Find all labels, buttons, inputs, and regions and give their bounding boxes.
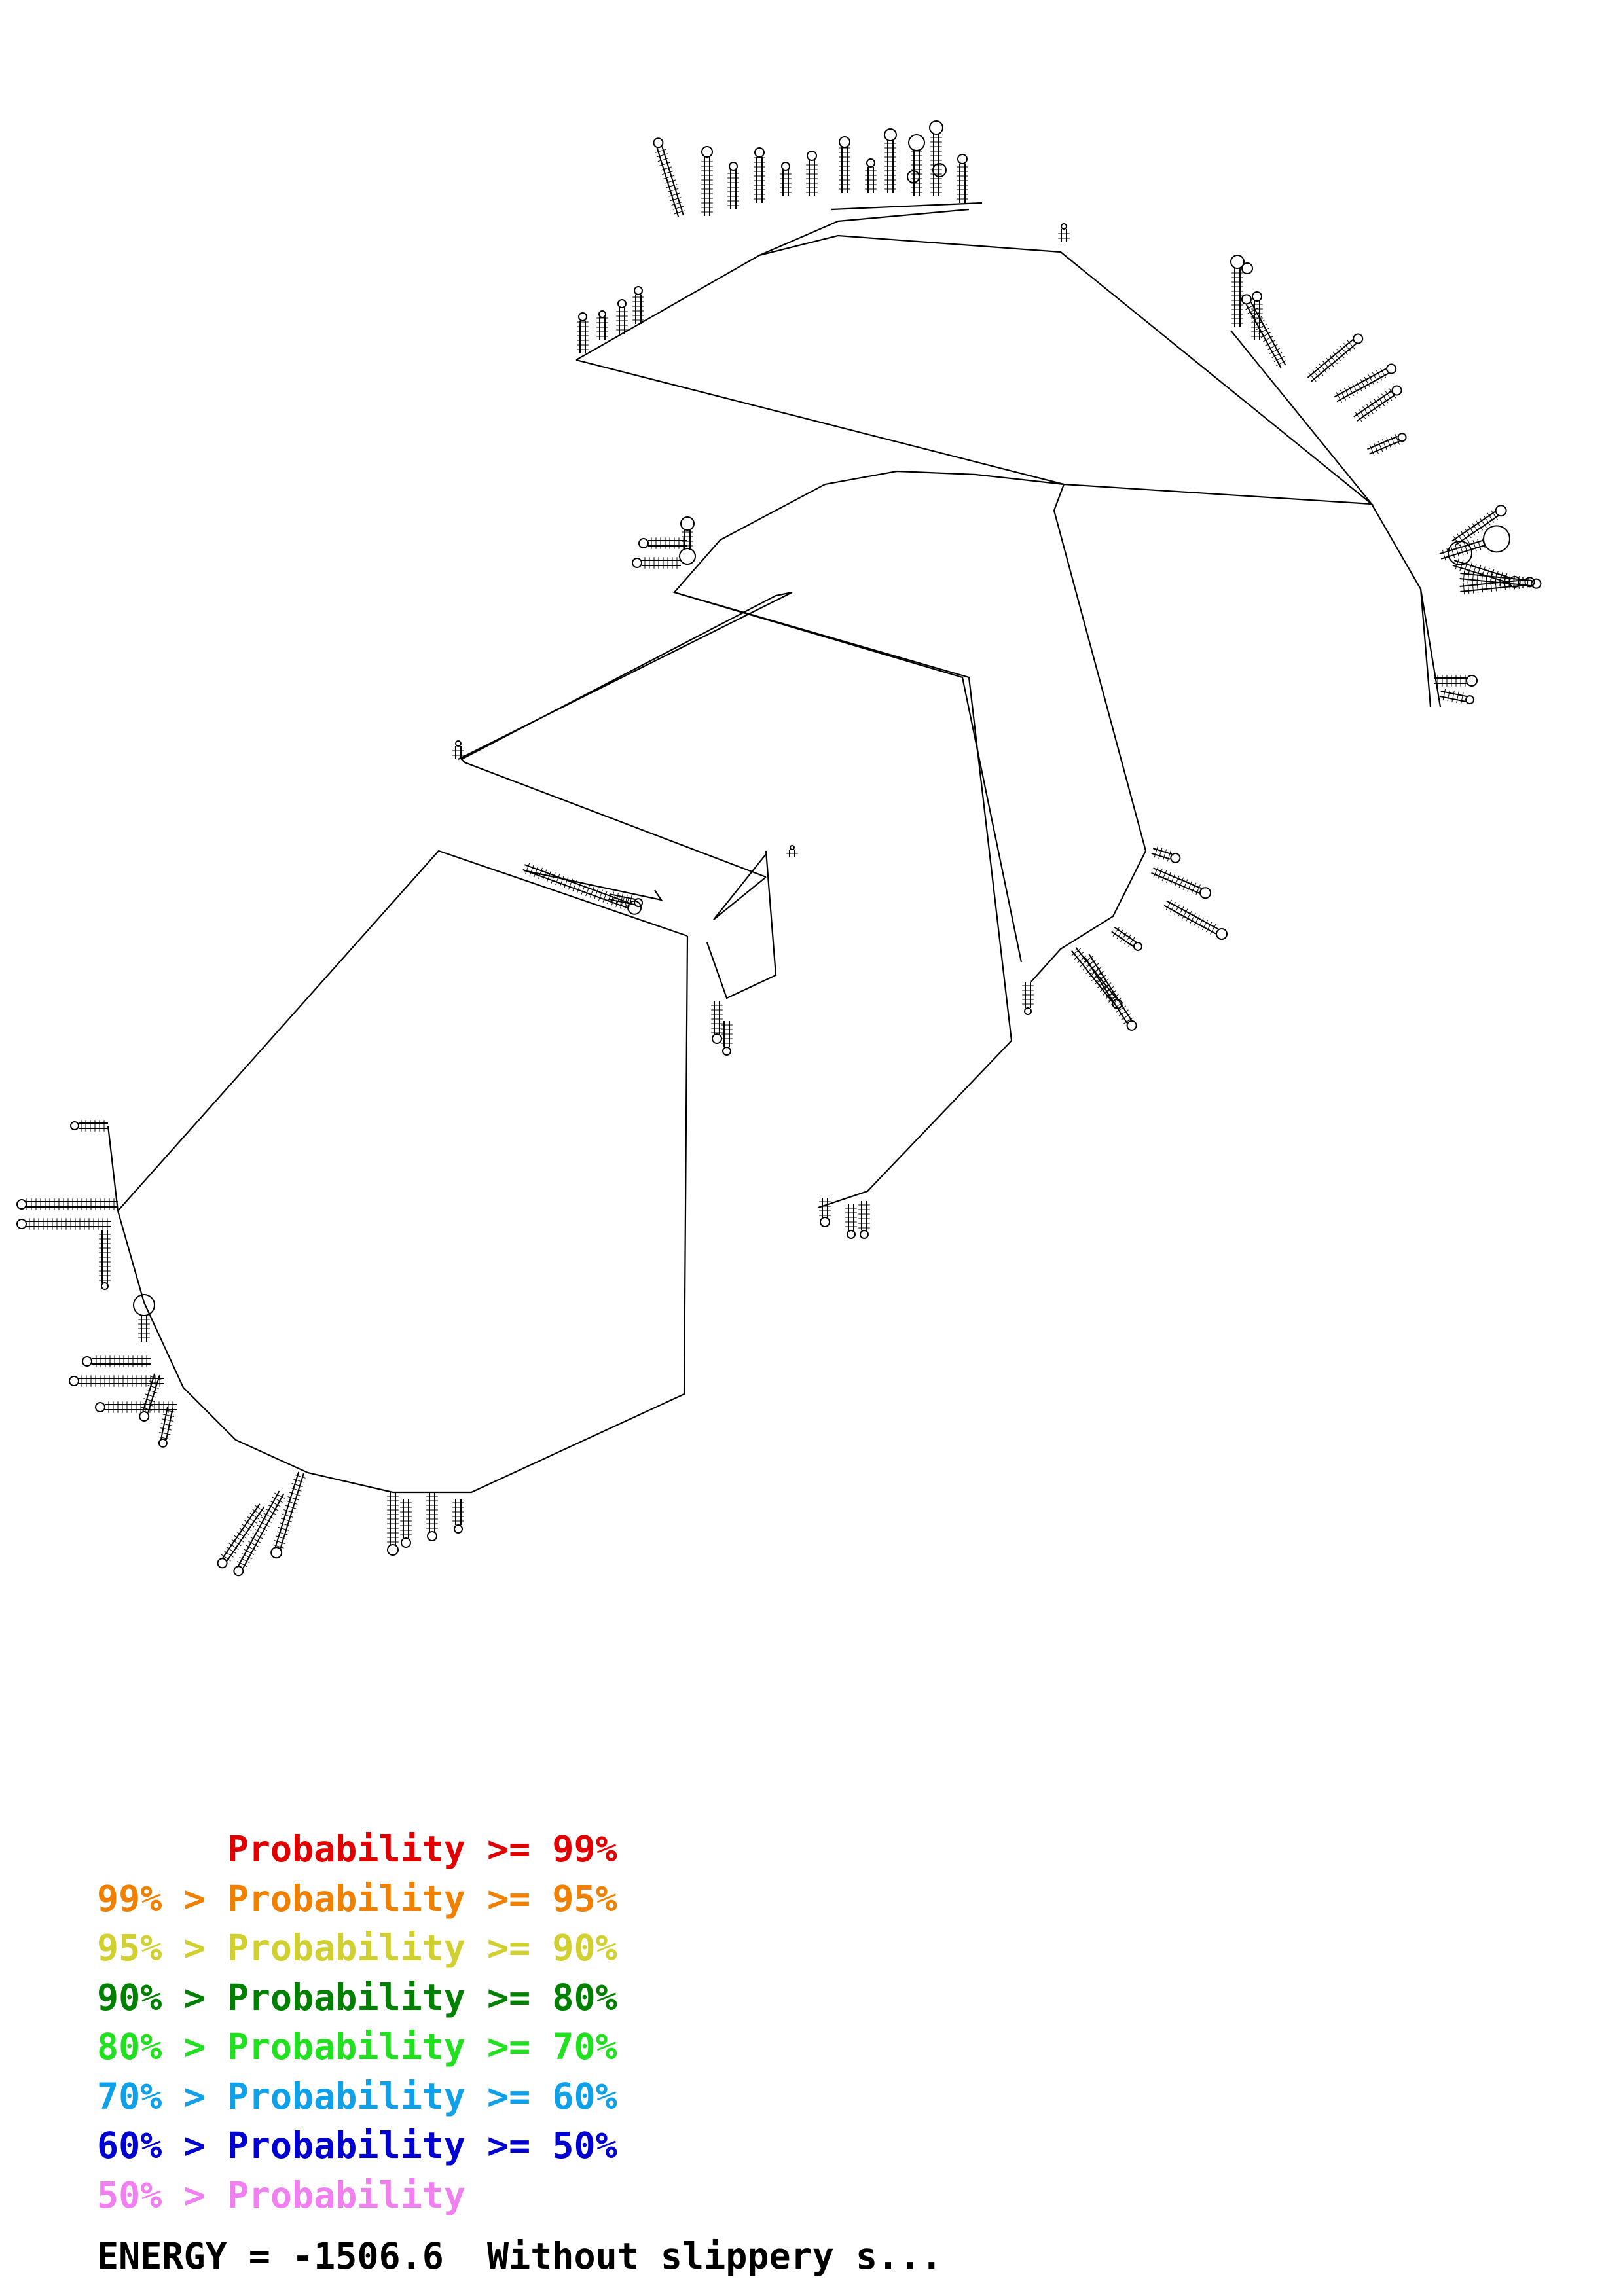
rna-stem-loops: [17, 121, 1541, 1575]
legend-row-label: Probability >= 80%: [227, 1976, 617, 2018]
stem-loop: [711, 1001, 723, 1043]
stem-loop: [957, 154, 968, 203]
stem-loop: [99, 1230, 111, 1289]
stem-loop: [786, 846, 798, 857]
backbone-segment: [707, 851, 776, 998]
stem-loop: [653, 138, 685, 217]
legend-row-prefix: 80% >: [97, 2026, 227, 2068]
legend-row-prefix: [97, 1828, 227, 1870]
legend-row-prefix: 95% >: [97, 1927, 227, 1969]
legend-row: [97, 2022, 617, 2072]
legend-row: [97, 2171, 617, 2221]
stem-loop: [681, 517, 694, 550]
stem-loop: [71, 1120, 108, 1132]
backbone-segment: [1421, 589, 1431, 707]
legend-row-prefix: 99% >: [97, 1877, 227, 1920]
stem-loop: [1440, 689, 1474, 704]
legend-row-label: Probability >= 50%: [227, 2125, 617, 2166]
stem-loop: [596, 311, 608, 340]
stem-loop: [858, 1201, 870, 1238]
multiloop: [680, 548, 695, 564]
backbone-segment: [458, 592, 792, 759]
legend-row: [97, 1825, 617, 1874]
stem-loop: [1440, 526, 1510, 560]
stem-loop: [819, 1198, 831, 1227]
backbone-segment: [108, 1126, 118, 1211]
legend-row: [97, 2121, 617, 2171]
stem-loop: [1084, 954, 1137, 1030]
legend-row-prefix: 60% >: [97, 2125, 227, 2166]
backbone-segment: [118, 851, 687, 1211]
stem-loop: [1072, 948, 1122, 1009]
backbone-segment: [759, 209, 969, 255]
backbone-segment: [576, 236, 1372, 504]
legend-row-prefix: 70% >: [97, 2075, 227, 2117]
stem-loop: [608, 892, 642, 907]
stem-loop: [780, 162, 792, 196]
stem-loop: [806, 151, 818, 196]
stem-loop: [271, 1472, 305, 1558]
rna-backbone: [108, 203, 1440, 1492]
stem-loop: [865, 159, 877, 193]
stem-loop: [387, 1492, 399, 1555]
stem-loop: [1152, 846, 1180, 863]
stem-loop: [1022, 982, 1034, 1014]
stem-loop: [639, 537, 687, 549]
legend-row: [97, 2072, 617, 2122]
stem-loop: [1367, 433, 1406, 456]
legend-row-prefix: 50% >: [97, 2174, 227, 2216]
backbone-segment: [118, 1211, 393, 1492]
legend-row-prefix: 90% >: [97, 1976, 227, 2018]
stem-loop: [82, 1355, 151, 1367]
backbone-segment: [674, 471, 1064, 962]
stem-loop: [632, 287, 644, 324]
stem-loop: [701, 147, 713, 216]
stem-loop: [400, 1499, 412, 1547]
stem-loop: [632, 557, 681, 569]
stem-loop: [1242, 295, 1286, 368]
stem-loop: [1151, 867, 1211, 898]
backbone-segment: [714, 854, 766, 920]
legend-row: [97, 1874, 617, 1924]
stem-loop: [577, 313, 589, 353]
energy-label: ENERGY = -1506.6 Without slippery s...: [97, 2235, 943, 2277]
legend-row-label: Probability >= 95%: [227, 1877, 617, 1920]
legend-row-label: Probability >= 99%: [227, 1828, 617, 1870]
backbone-segment: [1031, 484, 1146, 982]
legend-row-label: Probability >= 90%: [227, 1927, 617, 1969]
stem-loop: [452, 1499, 464, 1533]
stem-loop: [721, 1021, 733, 1055]
stem-loop: [17, 1198, 118, 1210]
stem-loop: [1307, 334, 1362, 382]
stem-loop: [17, 1218, 111, 1230]
stem-loop: [616, 300, 628, 334]
stem-loop: [1354, 386, 1402, 422]
legend-row: [97, 1973, 617, 2023]
stem-loop: [727, 162, 739, 209]
backbone-segment: [1372, 504, 1440, 707]
backbone-segment: [1231, 331, 1372, 504]
legend-row: [97, 1924, 617, 1973]
stem-loop: [96, 1401, 177, 1413]
stem-loop: [1058, 224, 1070, 242]
stem-loop: [1334, 364, 1396, 402]
stem-loop: [754, 148, 765, 203]
stem-loop: [426, 1492, 438, 1541]
stem-loop: [930, 121, 943, 196]
backbone-segment: [831, 203, 982, 209]
backbone-segment: [674, 592, 1012, 1208]
multiloop: [1242, 263, 1252, 274]
stem-loop: [1434, 675, 1477, 687]
stem-loop: [909, 135, 924, 196]
legend-row-label: Probability >= 60%: [227, 2075, 617, 2117]
backbone-segment: [393, 936, 687, 1492]
stem-loop: [845, 1204, 857, 1238]
stem-loop: [1164, 900, 1227, 939]
stem-loop: [523, 863, 641, 914]
backbone-segment: [462, 592, 792, 877]
probability-legend: [97, 1825, 617, 2220]
legend-row-label: Probability: [227, 2174, 465, 2216]
stem-loop: [839, 137, 850, 193]
stem-loop: [1112, 927, 1142, 950]
stem-loop: [884, 129, 896, 193]
legend-row-label: Probability >= 70%: [227, 2026, 617, 2068]
